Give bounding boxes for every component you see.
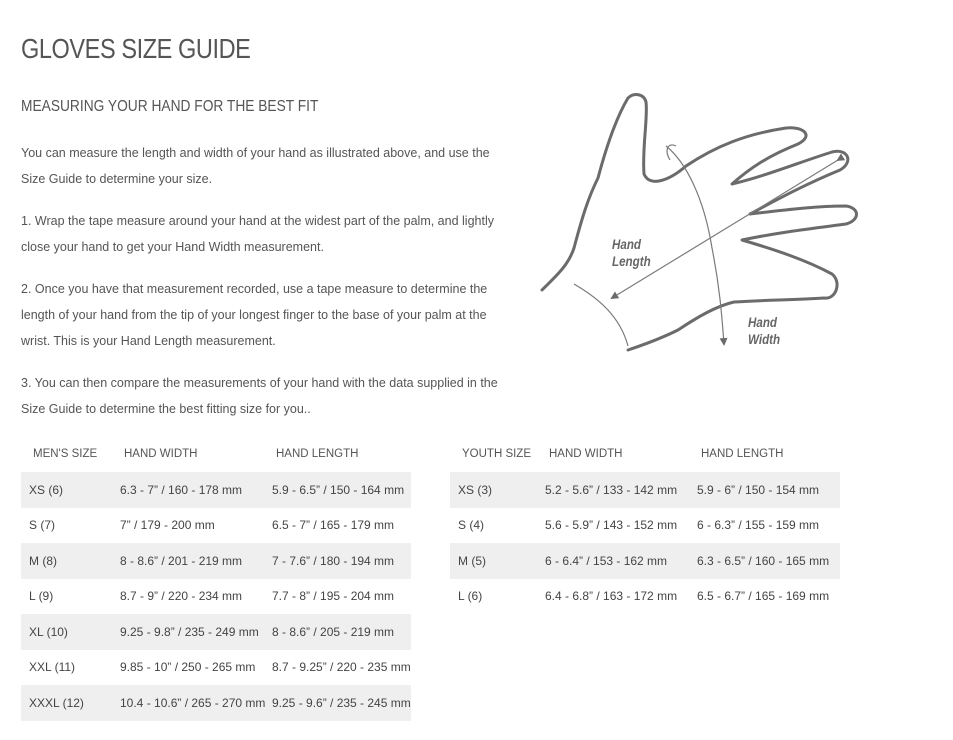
youth-size-table [450,436,840,614]
hand-length-cell: 6.5 - 6.7” / 165 - 169 mm [697,589,830,604]
size-cell: M (5) [450,543,545,579]
size-cell: XXL (11) [29,660,76,675]
hand-length-cell: 6.3 - 6.5” / 160 - 165 mm [697,543,840,579]
hand-width-label: Hand Width [748,315,781,347]
hand-length-cell: 5.9 - 6.5” / 150 - 164 mm [272,472,411,508]
instructions [21,140,501,438]
hand-width-cell: 6.4 - 6.8” / 163 - 172 mm [545,589,678,604]
hand-width-cell: 10.4 - 10.6” / 265 - 270 mm [120,685,272,721]
table-row [450,579,840,615]
hand-outline [542,95,857,350]
column-header: HAND LENGTH [701,448,784,460]
table-row [21,685,411,721]
hand-width-cell: 8.7 - 9” / 220 - 234 mm [120,589,243,604]
hand-length-cell: 7 - 7.6” / 180 - 194 mm [272,543,411,579]
hand-length-cell: 6 - 6.3” / 155 - 159 mm [697,518,820,533]
table-row [21,472,411,508]
table-row [21,543,411,579]
table-header-row [21,436,411,472]
size-cell: L (9) [29,589,54,604]
hand-length-cell: 6.5 - 7” / 165 - 179 mm [272,518,395,533]
table-header-row [450,436,840,472]
hand-width-cell: 7” / 179 - 200 mm [120,518,215,533]
hand-width-wrap [667,145,676,160]
table-row [450,472,840,508]
hand-length-cell: 7.7 - 8” / 195 - 204 mm [272,589,395,604]
size-cell: XXXL (12) [21,685,120,721]
size-cell: S (7) [29,518,56,533]
step-2-paragraph: 2. Once you have that measurement recorded, use a tape measure to determine the length of your hand from the tip of your longest finger to the base of your palm at the wrist. This is your Hand Length measurement. [21,282,488,348]
hand-length-cell: 5.9 - 6” / 150 - 154 mm [697,472,840,508]
hand-width-cell: 6 - 6.4” / 153 - 162 mm [545,543,697,579]
column-header: HAND WIDTH [549,448,623,460]
table-row [450,543,840,579]
hand-width-cell: 5.2 - 5.6” / 133 - 142 mm [545,472,697,508]
table-row [21,508,411,544]
hand-width-cell: 9.85 - 10” / 250 - 265 mm [120,660,256,675]
size-cell: S (4) [458,518,485,533]
hand-length-label: Hand Length [612,237,651,269]
table-row [450,508,840,544]
page-title: GLOVES SIZE GUIDE [21,33,251,64]
step-1-paragraph: 1. Wrap the tape measure around your hand at the widest part of the palm, and lightly close your hand to get your Hand Width measurement. [21,214,494,254]
column-header: HAND LENGTH [276,448,359,460]
mens-size-table [21,436,411,721]
size-cell: M (8) [21,543,120,579]
column-header: YOUTH SIZE [462,448,532,460]
column-header: MEN'S SIZE [33,448,98,460]
hand-width-cell: 9.25 - 9.8” / 235 - 249 mm [120,614,272,650]
column-header: HAND WIDTH [124,448,198,460]
hand-length-cell: 8.7 - 9.25” / 220 - 235 mm [272,660,411,675]
size-cell: L (6) [458,589,483,604]
table-row [21,650,411,686]
hand-width-cell: 6.3 - 7” / 160 - 178 mm [120,472,272,508]
hand-length-cell: 9.25 - 9.6” / 235 - 245 mm [272,685,411,721]
section-subtitle: MEASURING YOUR HAND FOR THE BEST FIT [21,98,319,115]
hand-width-cell: 5.6 - 5.9” / 143 - 152 mm [545,518,678,533]
intro-paragraph: You can measure the length and width of your hand as illustrated above, and use the Size Guide to determine your size. [21,146,490,186]
step-3-paragraph: 3. You can then compare the measurements of your hand with the data supplied in the Size Guide to determine the best fitting size for you.. [21,376,498,416]
size-cell: XS (3) [450,472,545,508]
size-cell: XL (10) [21,614,120,650]
hand-length-cell: 8 - 8.6” / 205 - 219 mm [272,614,411,650]
hand-measurement-illustration [536,88,866,358]
size-cell: XS (6) [21,472,120,508]
table-row [21,614,411,650]
table-row [21,579,411,615]
hand-width-cell: 8 - 8.6” / 201 - 219 mm [120,543,272,579]
